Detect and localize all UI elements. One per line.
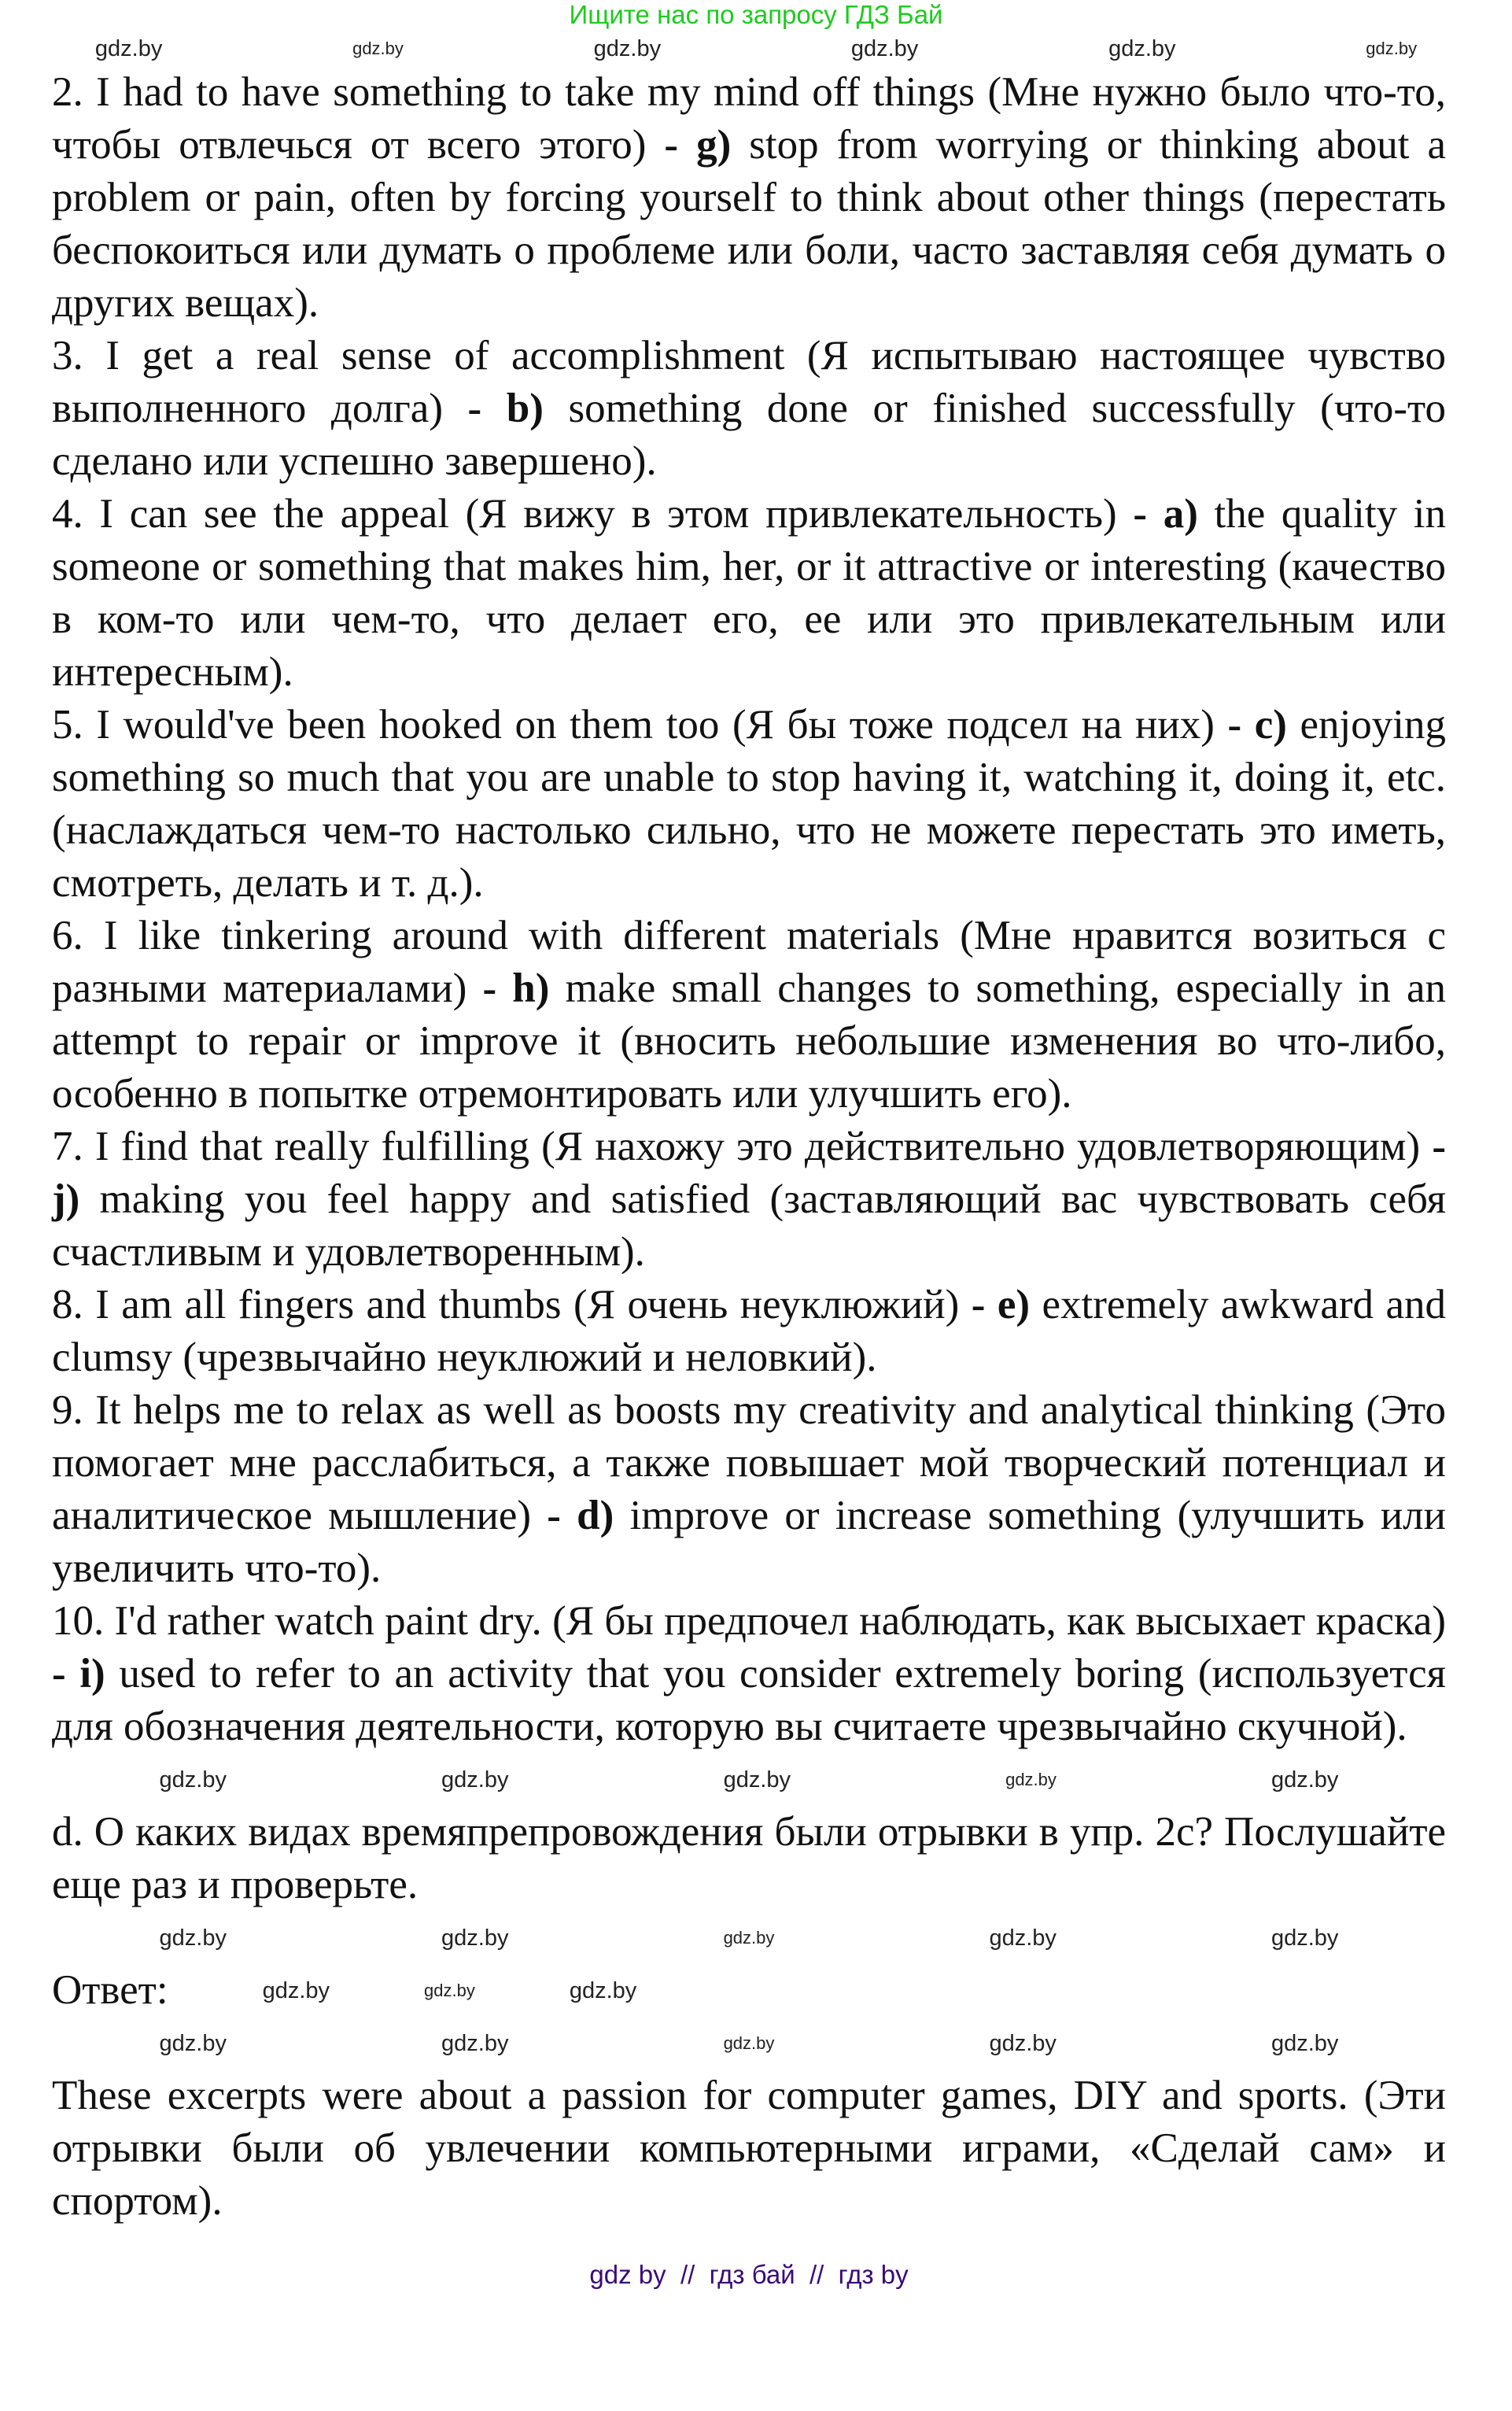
watermark-text: gdz.by — [159, 2030, 227, 2056]
watermark-text: gdz.by — [1366, 39, 1418, 58]
watermark-text: gdz.by — [1108, 36, 1176, 61]
watermark-text: gdz.by — [1270, 1925, 1339, 1951]
item-post: used to refer to an activity that you consider extremely boring (используется для обозначения деятельности, которую вы считаете чрезвычайно скучной). — [52, 1651, 1447, 1749]
search-banner: Ищите нас по запросу ГДЗ Бай — [569, 0, 943, 29]
item-dash: - — [1432, 1124, 1446, 1169]
list-item — [52, 488, 1446, 699]
item-post: stop from worrying or thinking about a problem or pain, often by forcing yourself to think about other things (перестать беспокоиться или думать о проблеме или боли, часто заставляя себя думать о других вещах). — [52, 122, 1446, 326]
item-pre: 4. I can see the appeal (Я вижу в этом привлекательность) — [52, 491, 1134, 537]
watermark-row — [52, 1753, 1446, 1806]
item-dash: - — [971, 1282, 986, 1327]
watermark-text: gdz.by — [352, 39, 404, 58]
watermark-text: gdz.by — [723, 2033, 775, 2053]
footer-links: gdz by // гдз бай // гдз by — [589, 2260, 909, 2289]
item-dash: - — [547, 1493, 561, 1538]
item-letter: d) — [577, 1493, 614, 1538]
watermark-text: gdz.by — [1270, 2030, 1339, 2056]
item-letter: h) — [512, 966, 550, 1011]
item-post: enjoying something so much that you are unable to stop having it, watching it, doing it, etc. (наслаждаться чем-то настолько сильно, что не можете перестать это иметь, смотреть, делать и т. д.). — [52, 702, 1446, 906]
answer-document — [52, 66, 1446, 2291]
list-item — [52, 699, 1446, 910]
item-dash: - — [482, 966, 497, 1011]
item-pre: 9. It helps me to relax as well as boosts my creativity and analytical thinking (Это помогает мне расслабиться, а также повышает мой творческий потенциал и аналитическое мышление) — [52, 1387, 1446, 1538]
watermark-text: gdz.by — [593, 36, 662, 61]
list-item — [52, 330, 1446, 488]
list-item — [52, 910, 1446, 1121]
watermark-text: gdz.by — [1270, 1767, 1339, 1793]
task-d-question: d. О каких видах времяпрепровождения были отрывки в упр. 2c? Послушайте еще раз и проверьте. — [52, 1809, 1446, 1907]
item-pre: 6. I like tinkering around with different materials (Мне нравится возиться с разными материалами) — [52, 913, 1446, 1011]
watermark-text: gdz.by — [94, 36, 163, 61]
list-item — [52, 1595, 1446, 1753]
item-post: extremely awkward and clumsy (чрезвычайно неуклюжий и неловкий). — [52, 1282, 1446, 1380]
watermark-text: gdz.by — [262, 1977, 330, 2003]
item-post: improve or increase something (улучшить или увеличить что-то). — [52, 1493, 1446, 1591]
watermark-text: gdz.by — [441, 2030, 509, 2056]
item-letter: i) — [79, 1651, 105, 1697]
watermark-text: gdz.by — [159, 1767, 227, 1793]
item-pre: 5. I would've been hooked on them too (Я бы тоже подсел на них) — [52, 702, 1228, 748]
item-post: make small changes to something, especially in an attempt to repair or improve it (вносить небольшие изменения во что-либо, особенно в попытке отремонтировать или улучшить его). — [52, 966, 1447, 1117]
list-item — [52, 1121, 1446, 1279]
vocabulary-list — [52, 66, 1446, 1753]
item-letter: c) — [1254, 702, 1287, 748]
answer-text: These excerpts were about a passion for computer games, DIY and sports. (Эти отрывки были об увлечении компьютерными играми, «Сделай сам» и спортом). — [52, 2073, 1446, 2224]
item-pre: 10. I'd rather watch paint dry. (Я бы предпочел наблюдать, как высыхает краска) — [52, 1598, 1446, 1644]
item-letter: g) — [696, 122, 732, 168]
item-post: making you feel happy and satisfied (заставляющий вас чувствовать себя счастливым и удовлетворенным). — [52, 1176, 1446, 1275]
item-post: the quality in someone or something that makes him, her, or it attractive or interesting (качество в ком-то или чем-то, что делает его, ее или это привлекательным или интересным). — [52, 491, 1447, 695]
watermark-row — [52, 2017, 1446, 2069]
watermark-text: gdz.by — [159, 1925, 227, 1951]
item-pre: 2. I had to have something to take my mind off things (Мне нужно было что-то, чтобы отвлечься от всего этого) — [52, 69, 1446, 168]
watermark-row — [52, 1911, 1446, 1964]
item-dash: - — [1227, 702, 1242, 748]
item-dash: - — [52, 1651, 66, 1697]
watermark-text: gdz.by — [424, 1980, 475, 2000]
watermark-text: gdz.by — [723, 1927, 775, 1948]
item-pre: 3. I get a real sense of accomplishment (Я испытываю настоящее чувство выполненного долга) — [52, 333, 1446, 431]
answer-label-row — [52, 1964, 1446, 2017]
list-item — [52, 66, 1446, 330]
watermark-text: gdz.by — [441, 1767, 509, 1793]
item-pre: 8. I am all fingers and thumbs (Я очень неуклюжий) — [52, 1282, 972, 1327]
list-item — [52, 1384, 1446, 1595]
item-dash: - — [1133, 491, 1148, 537]
item-post: something done or finished successfully (что-то сделано или успешно завершено). — [52, 386, 1447, 484]
watermark-row — [0, 31, 1512, 66]
item-letter: a) — [1163, 491, 1198, 537]
list-item — [52, 1279, 1446, 1384]
watermark-text: gdz.by — [989, 1925, 1057, 1951]
item-pre: 7. I find that really fulfilling (Я нахожу это действительно удовлетворяющим) — [52, 1124, 1433, 1169]
item-dash: - — [664, 122, 679, 168]
item-letter: b) — [506, 386, 544, 431]
watermark-text: gdz.by — [569, 1977, 637, 2003]
watermark-text: gdz.by — [989, 2030, 1057, 2056]
item-dash: - — [467, 386, 482, 431]
watermark-text: gdz.by — [723, 1767, 791, 1793]
answer-label: Ответ: — [52, 1967, 168, 2013]
watermark-text: gdz.by — [850, 36, 919, 61]
item-letter: j) — [52, 1176, 80, 1222]
watermark-text: gdz.by — [441, 1925, 509, 1951]
watermark-text: gdz.by — [1005, 1769, 1057, 1789]
item-letter: e) — [997, 1282, 1030, 1327]
